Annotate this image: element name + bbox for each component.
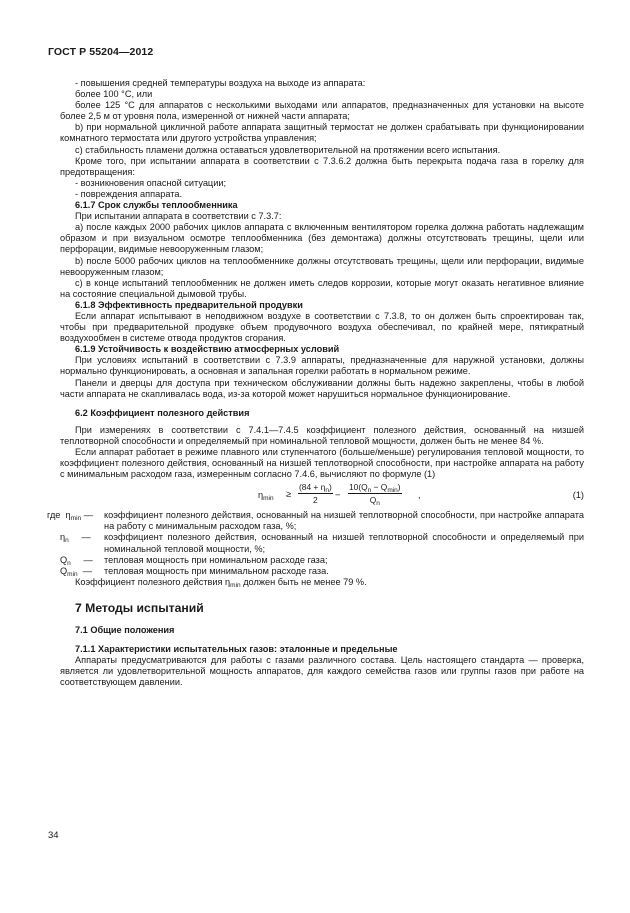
definition-item: где $\eta_{min}$ — коэффициент полезного действия, основанный на низшей теплотворной способности, при настройке аппарата на работу с минимальным расходом газа, %; xyxy=(47,510,584,532)
paragraph: При условиях испытаний в соответствии с 7.3.9 аппараты, предназначенные для наружной установки, должны нормально функционировать, а основная и запальная горелки работать в нормальном режиме. xyxy=(60,355,584,377)
paragraph: Если аппарат работает в режиме плавного или ступенчатого (больше/меньше) регулирования тепловой мощности, то коэффициент полезного действия, основанный на низшей теплотворной способности, при настройке аппарата на работу с минимальным расходом газа, измеренным согласно 7.4.6, вычисляют по формуле (1) xyxy=(60,447,584,480)
definition-item: $Q_{min}$ — тепловая мощность при минимальном расходе газа. xyxy=(60,565,329,578)
paragraph: Если аппарат испытывают в неподвижном воздухе в соответствии с 7.3.8, то он должен быть спроектирован так, чтобы при предварительной продувке объем продувочного воздуха обеспечивал, по крайней мере, пятикратный воздухообмен в системе отвода продуктов сгорания. xyxy=(60,310,584,344)
formula-lhs: $\eta_{min}$ xyxy=(258,490,274,503)
paragraph: Аппараты предусматриваются для работы с газами различного состава. Цель настоящего стандарта — проверка, является ли удовлетворительной мощность аппаратов, для каждого семейства газов или группы газов при работе на соответствующем давлении. xyxy=(60,655,584,688)
formula-fraction-1: $\frac{(84 + \eta_n)}{2}$ xyxy=(299,482,332,506)
definition-item: $Q_n$ — тепловая мощность при номинальном расходе газа; xyxy=(60,554,328,567)
formula-comma: , xyxy=(418,490,421,501)
section-heading-7-1-1: 7.1.1 Характеристики испытательных газов: эталонные и предельные xyxy=(75,644,398,655)
formula-number: (1) xyxy=(572,490,584,501)
formula-fraction-2: $10(Q_n - Q_{min})$ $Q_n$ xyxy=(349,482,401,508)
formula-geq: ≥ xyxy=(286,489,292,500)
paragraph: а) после каждых 2000 рабочих циклов аппарата с включенным вентилятором горелка должна работать надлежащим образом и при визуальном осмотре теплообменника (без демонтажа) должны отсутствовать трещины, щели или перфорации, видимые невооруженным глазом; xyxy=(60,222,584,255)
paragraph: - повышения средней температуры воздуха на выходе из аппарата: xyxy=(75,78,366,88)
paragraph: Коэффициент полезного действия $\eta_{min}$ должен быть не менее 79 %. xyxy=(75,576,367,589)
section-heading-7: 7 Методы испытаний xyxy=(75,600,204,615)
definition-item: $\eta_n$ — коэффициент полезного действия, основанный на низшей теплотворной способности и определяемый при номинальной тепловой мощности, %; xyxy=(60,532,584,554)
paragraph: b) при нормальной цикличной работе аппарата защитный термостат не должен срабатывать при функционировании комнатного термостата или другого устройства управления; xyxy=(60,122,584,144)
paragraph: b) после 5000 рабочих циклов на теплообменнике должны отсутствовать трещины, щели или перфорации, видимые невооруженным глазом; xyxy=(60,255,584,277)
document-header: ГОСТ Р 55204—2012 xyxy=(48,46,154,58)
paragraph: более 100 °С, или xyxy=(75,89,153,100)
section-heading-6-2: 6.2 Коэффициент полезного действия xyxy=(75,407,250,418)
paragraph: более 125 °С для аппаратов с несколькими выходами или аппаратов, предназначенных для установки на высоте более 2,5 м от уровня пола, измеренной от нижней части аппарата; xyxy=(60,100,584,122)
section-heading-6-1-9: 6.1.9 Устойчивость к воздействию атмосферных условий xyxy=(75,344,340,355)
formula-1 xyxy=(60,482,584,508)
section-heading-6-1-7: 6.1.7 Срок службы теплообменника xyxy=(75,200,238,211)
paragraph: - возникновения опасной ситуации; xyxy=(75,177,227,188)
definitions-list xyxy=(47,510,584,578)
page-number: 34 xyxy=(48,830,59,841)
paragraph: с) стабильность пламени должна оставаться удовлетворительной на протяжении всего испытания. xyxy=(75,144,501,155)
section-heading-6-1-8: 6.1.8 Эффективность предварительной продувки xyxy=(75,299,303,310)
paragraph: При испытании аппарата в соответствии с 7.3.7: xyxy=(75,211,282,222)
paragraph: При измерениях в соответствии с 7.4.1—7.4.5 коэффициент полезного действия, основанный на низшей теплотворной способности и определяемый при номинальной тепловой мощности, должен быть не менее 84 %. xyxy=(60,424,584,446)
paragraph: Кроме того, при испытании аппарата в соответствии с 7.3.6.2 должна быть перекрыта подача газа в горелку для предотвращения: xyxy=(60,155,584,177)
paragraph: с) в конце испытаний теплообменник не должен иметь следов коррозии, которые могут оказать негативное влияние на состояние специальной дымовой трубы. xyxy=(60,277,584,299)
formula-minus: − xyxy=(335,490,341,501)
document-body xyxy=(47,78,584,688)
section-heading-7-1: 7.1 Общие положения xyxy=(75,624,175,635)
paragraph: - повреждения аппарата. xyxy=(75,188,182,199)
paragraph: Панели и дверцы для доступа при техническом обслуживании должны быть надежно закреплены, чтобы в любой части аппарата не скапливалась вода, из-за которой может нарушиться нормальное функционирование. xyxy=(60,377,584,399)
